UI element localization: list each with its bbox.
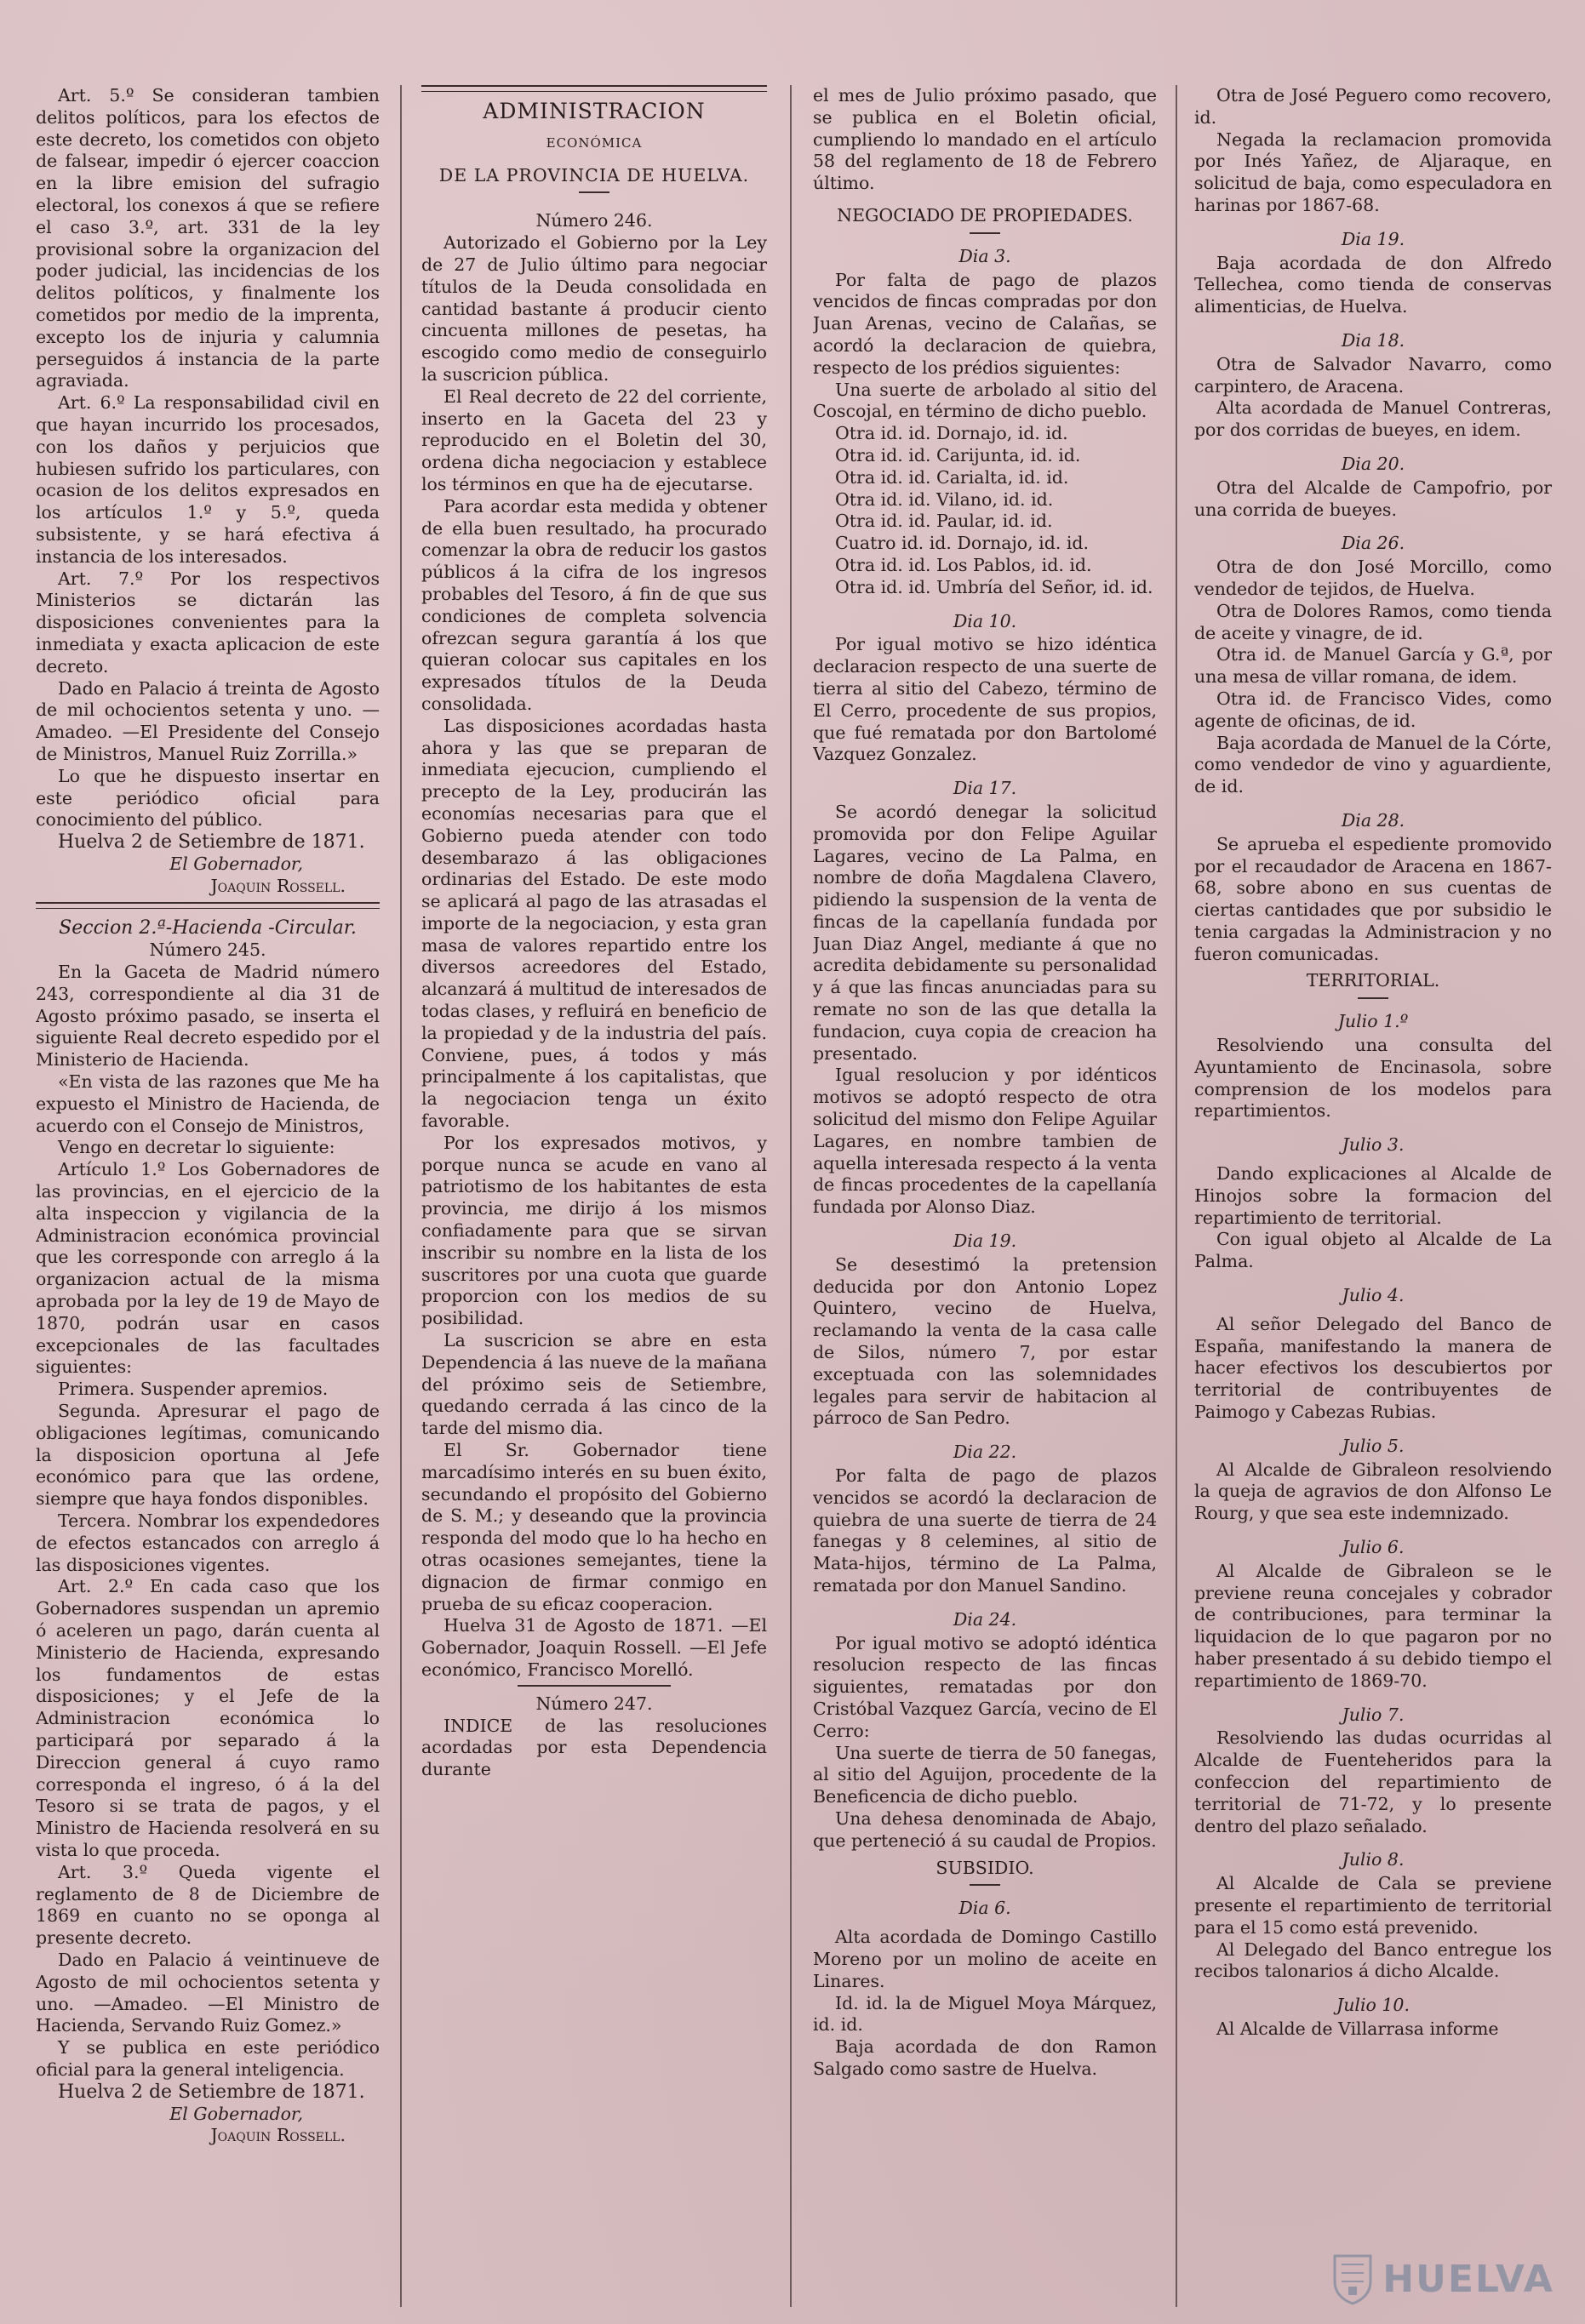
subsidio-heading: SUBSIDIO. bbox=[936, 1857, 1034, 1878]
para-4: Las disposiciones acordadas hasta ahora y las que se preparan de inmediata ejecucion, cumpliendo el precepto de la Ley, producirán las economías necesarias para que el Gobierno pueda atender con todo desembarazo á las obligaciones ordinarias del Estado. De este modo se aplicará al pago de las atrasadas el importe de la negociacion, y esta gran masa de valores repartido entre los diversos acreedores del Estado, alcanzará á multitud de interesados de todas clases, y refluirá en beneficio de la propiedad y de la industria del país. Conviene, pues, á todos y más principalmente á los capitalistas, que la negociacion tenga un éxito favorable. bbox=[421, 715, 767, 1132]
governor-name-2: Joaquin Rossell. bbox=[210, 2125, 346, 2146]
watermark-text: HUELVA bbox=[1382, 2257, 1554, 2301]
julio-6: Julio 6. bbox=[1342, 1537, 1405, 1558]
entry: Resolviendo las dudas ocurridas al Alcalde de Fuenteheridos para la confeccion del repartimiento de territorial de 71-72, y lo presente dentro del plazo señalado. bbox=[1194, 1727, 1552, 1836]
section-title-administracion: ADMINISTRACION bbox=[483, 99, 706, 123]
dia-24: Dia 24. bbox=[953, 1608, 1017, 1630]
column-divider bbox=[790, 85, 792, 2307]
list-item: Otra id. id. Carijunta, id. id. bbox=[835, 444, 1081, 465]
governor-name-1: Joaquin Rossell. bbox=[210, 875, 346, 896]
list-item: Otra id. id. Carialta, id. id. bbox=[835, 466, 1069, 488]
article-2: Art. 2.º En cada caso que los Gobernadores suspendan un apremio ó aceleren un pago, darán cuenta al Ministerio de Hacienda, expresando los fundamentos de estas disposiciones; y el Jefe de la Administracion económica lo participará por separado á la Direccion general á cuyo ramo corresponda el ingreso, ó á la del Tesoro si se trata de pagos, y el Ministro de Hacienda resolverá en su vista lo que proceda. bbox=[36, 1576, 380, 1860]
article-7: Art. 7.º Por los respectivos Ministerios se dictarán las disposiciones convenientes para la inmediata y exacta aplicacion de este decreto. bbox=[36, 568, 380, 677]
dia-10-text: Por igual motivo se hizo idéntica declaracion respecto de una suerte de tierra al sitio del Cabezo, término de El Cerro, procedente de sus propios, que fué rematada por don Bartolomé Vazquez Gonzalez. bbox=[813, 634, 1157, 765]
column-3 bbox=[813, 85, 1157, 2307]
column-divider bbox=[1176, 85, 1177, 2307]
section-divider bbox=[36, 902, 380, 909]
column-1 bbox=[36, 85, 380, 2307]
list-item: Cuatro id. id. Dornajo, id. id. bbox=[835, 533, 1090, 554]
julio-10: Julio 10. bbox=[1336, 1995, 1410, 2016]
dia-26: Dia 26. bbox=[1341, 533, 1405, 554]
decree-vengo: Vengo en decretar lo siguiente: bbox=[58, 1137, 335, 1158]
dia-18: Dia 18. bbox=[1341, 329, 1405, 351]
entry: Otra del Alcalde de Campofrio, por una corrida de bueyes. bbox=[1194, 477, 1552, 520]
item-tercera: Tercera. Nombrar los expendedores de efectos estancados con arreglo á las disposiciones vigentes. bbox=[36, 1510, 380, 1575]
julio-7: Julio 7. bbox=[1342, 1704, 1405, 1725]
insert-notice: Lo que he dispuesto insertar en este periódico oficial para conocimiento del público. bbox=[36, 765, 380, 831]
list-item: Una suerte de tierra de 50 fanegas, al sitio del Aguijon, procedente de la Beneficencia de dicho pueblo. bbox=[813, 1742, 1157, 1807]
dia-6-text-1: Alta acordada de Domingo Castillo Moreno por un molino de aceite en Linares. bbox=[813, 1927, 1157, 1991]
column-4 bbox=[1194, 85, 1552, 2307]
divider bbox=[970, 232, 1000, 234]
entry: Otra de don José Morcillo, como vendedor de tejidos, de Huelva. bbox=[1194, 557, 1552, 599]
para-5: Por los expresados motivos, y porque nunca se acude en vano al patriotismo de los habitantes de esta provincia, me dirijo á los mismos confiadamente para que se sirvan inscribir su nombre en la lista de los suscritores por una cuota que guarde proporcion con los medios de su posibilidad. bbox=[421, 1132, 767, 1329]
entry: Otra de José Peguero como recovero, id. bbox=[1194, 85, 1552, 128]
para-1: Autorizado el Gobierno por la Ley de 27 de Julio último para negociar títulos de la Deuda consolidada en cantidad bastante á producir ciento cincuenta millones de pesetas, ha escogido como medio de conseguirlo la suscricion pública. bbox=[421, 232, 767, 385]
number-246: Número 246. bbox=[535, 210, 653, 231]
dia-19-text: Se desestimó la pretension deducida por don Antonio Lopez Quintero, vecino de Huelva, reclamando la venta de la casa calle de Silos, número 7, por estar exceptuada con las solemnidades legales para servir de habitacion al párroco de San Pedro. bbox=[813, 1253, 1157, 1429]
dia-17-text-1: Se acordó denegar la solicitud promovida por don Felipe Aguilar Lagares, vecino de La Palma, en nombre de doña Magdalena Clavero, pidiendo la suspension de la venta de fincas de la capellanía fundada por Juan Diaz Angel, mediante á que no acredita debidamente su personalidad y á que las fincas anunciadas para su remate no son de las que detalla la fundacion, cuya copia de creacion ha presentado. bbox=[813, 801, 1157, 1064]
publish-notice: Y se publica en este periódico oficial para la general inteligencia. bbox=[36, 2037, 380, 2080]
index-intro: INDICE de las resoluciones acordadas por esta Dependencia durante bbox=[421, 1715, 767, 1780]
list-item: Otra id. id. Paular, id. id. bbox=[835, 511, 1053, 532]
dia-19: Dia 19. bbox=[1341, 228, 1405, 249]
dia-28: Dia 28. bbox=[1341, 809, 1405, 831]
dia-17-text-2: Igual resolucion y por idénticos motivos se adoptó respecto de otra solicitud del mismo don Felipe Aguilar Lagares, en nombre tambien de aquella interesada respecto á la venta de fincas procedentes de la capellanía fundada por Alonso Diaz. bbox=[813, 1065, 1157, 1218]
dia-19: Dia 19. bbox=[953, 1231, 1017, 1252]
signature-date-1: Huelva 2 de Setiembre de 1871. bbox=[58, 831, 365, 854]
list-item: Una dehesa denominada de Abajo, que perteneció á su caudal de Propios. bbox=[813, 1807, 1157, 1851]
dia-24-text: Por igual motivo se adoptó idéntica resolucion respecto de las fincas siguientes, rematadas por don Cristóbal Vazquez García, vecino de El Cerro: bbox=[813, 1632, 1157, 1741]
list-item: Una suerte de arbolado al sitio del Coscojal, en término de dicho pueblo. bbox=[813, 379, 1157, 422]
para-7: El Sr. Gobernador tiene marcadísimo interés en su buen éxito, secundando el propósito del Gobierno de S. M.; y deseando que la provincia responda del modo que lo ha hecho en otras ocasiones semejantes, tiene la dignacion de firmar conmigo en prueba de su eficaz cooperacion. bbox=[421, 1440, 767, 1614]
entry: Al Alcalde de Gibraleon resolviendo la queja de agravios de don Alfonso Le Rourg, y que sea este indemnizado. bbox=[1194, 1459, 1552, 1524]
dia-3-text: Por falta de pago de plazos vencidos de fincas compradas por don Juan Arenas, vecino de Calañas, se acordó la declaracion de quiebra, respecto de los prédios siguientes: bbox=[813, 269, 1157, 378]
index-continuation: el mes de Julio próximo pasado, que se publica en el Boletin oficial, cumpliendo lo mandado en el artículo 58 del reglamento de 18 de Febrero último. bbox=[813, 85, 1157, 194]
para-3: Para acordar esta medida y obtener de ella buen resultado, ha procurado comenzar la obra de reducir los gastos públicos á la cifra de los ingresos probables del Tesoro, á fin de que sus condiciones de completa solvencia ofrezcan segura garantía á los que quieran colocar sus capitales en los expresados títulos de la Deuda consolidada. bbox=[421, 495, 767, 714]
dia-10: Dia 10. bbox=[953, 610, 1017, 631]
decree-date-2: Dado en Palacio á veintinueve de Agosto de mil ochocientos setenta y uno. —Amadeo. —El Ministro de Hacienda, Servando Ruiz Gomez.» bbox=[36, 1949, 380, 2036]
article-6: Art. 6.º La responsabilidad civil en que hayan incurrido los procesados, con los daños y perjuicios que hubiesen sufrido los particulares, con ocasion de los delitos expresados en los artículos 1.º y 5.º, queda subsistente, y se hará efectiva á instancia de los interesados. bbox=[36, 392, 380, 567]
intro-245: En la Gaceta de Madrid número 243, correspondiente al dia 31 de Agosto próximo pasado, se inserta el siguiente Real decreto espedido por el Ministerio de Hacienda. bbox=[36, 962, 380, 1071]
column-2 bbox=[421, 85, 767, 2307]
entry: Baja acordada de don Alfredo Tellechea, como tienda de conservas alimenticias, de Huelva. bbox=[1194, 252, 1552, 317]
signature-date-2: Huelva 2 de Setiembre de 1871. bbox=[58, 2081, 365, 2103]
para-2: El Real decreto de 22 del corriente, inserto en la Gaceta del 23 y reproducido en el Boletin del 30, ordena dicha negociacion y establece los términos en que ha de ejecutarse. bbox=[421, 385, 767, 494]
entry: Otra id. de Manuel García y G.ª, por una mesa de villar romana, de idem. bbox=[1194, 644, 1552, 688]
list-item: Otra id. id. Vilano, id. id. bbox=[835, 488, 1054, 510]
para-6: La suscricion se abre en esta Dependencia á las nueve de la mañana del próximo seis de Setiembre, quedando cerrada á las cinco de la tarde del mismo dia. bbox=[421, 1330, 767, 1439]
decree-date-1: Dado en Palacio á treinta de Agosto de mil ochocientos setenta y uno. —Amadeo. —El Presidente del Consejo de Ministros, Manuel Ruiz Zorrilla.» bbox=[36, 677, 380, 764]
divider bbox=[579, 191, 609, 193]
article-5: Art. 5.º Se consideran tambien delitos políticos, para los efectos de este decreto, los cometidos con objeto de falsear, impedir ó ejercer coaccion en la libre emision del sufragio electoral, los conexos á que se refiere el caso 3.º, art. 331 de la ley provisional sobre la organizacion del poder judicial, las incidencias de los delitos políticos, y finalmente los cometidos por medio de la imprenta, excepto los de injuria y calumnia perseguidos á instancia de la parte agraviada. bbox=[36, 85, 380, 391]
entry: Se aprueba el espediente promovido por el recaudador de Aracena en 1867-68, sobre abono en sus cuentas de ciertas cantidades que por subsidio le tenia cargadas la Administracion y no fueron comunicadas. bbox=[1194, 833, 1552, 964]
julio-5: Julio 5. bbox=[1342, 1435, 1405, 1456]
header-rule bbox=[421, 85, 767, 92]
entry: Otra de Salvador Navarro, como carpintero, de Aracena. bbox=[1194, 353, 1552, 397]
list-item: Otra id. id. Los Pablos, id. id. bbox=[835, 554, 1092, 575]
governor-title-2: El Gobernador, bbox=[169, 2103, 303, 2124]
entry: Otra de Dolores Ramos, como tienda de aceite y vinagre, de id. bbox=[1194, 600, 1552, 643]
entry: Al Alcalde de Cala se previene presente el repartimiento de territorial para el 15 como está prevenido. bbox=[1194, 1873, 1552, 1938]
item-primera: Primera. Suspender apremios. bbox=[58, 1379, 329, 1400]
list-item: Otra id. id. Umbría del Señor, id. id. bbox=[835, 576, 1153, 597]
entry: Dando explicaciones al Alcalde de Hinojos sobre la formacion del repartimiento de territorial. bbox=[1194, 1163, 1552, 1228]
section-title-provincia: DE LA PROVINCIA DE HUELVA. bbox=[438, 164, 750, 186]
julio-3: Julio 3. bbox=[1342, 1134, 1405, 1156]
entry: Al Alcalde de Villarrasa informe bbox=[1216, 2018, 1499, 2039]
dia-22-text: Por falta de pago de plazos vencidos se acordó la declaracion de quiebra de una suerte de tierra de 24 fanegas y 8 celemines, al sitio de Mata-hijos, término de La Palma, rematada por don Manuel Sandino. bbox=[813, 1465, 1157, 1596]
dia-6-text-2: Id. id. la de Miguel Moya Márquez, id. id. bbox=[813, 1992, 1157, 2036]
huelva-watermark-logo bbox=[1331, 2253, 1554, 2305]
dia-20: Dia 20. bbox=[1341, 453, 1405, 474]
article-3: Art. 3.º Queda vigente el reglamento de 8 de Diciembre de 1869 en cuanto no se oponga al presente decreto. bbox=[36, 1861, 380, 1949]
number-247: Número 247. bbox=[535, 1693, 653, 1714]
list-item: Otra id. id. Dornajo, id. id. bbox=[835, 423, 1068, 444]
entry: Al Alcalde de Gibraleon se le previene reuna concejales y cobrador de contribuciones, para terminar la liquidacion de lo que pagaron por no haber presentado á su debido tiempo el repartimiento de 1869-70. bbox=[1194, 1560, 1552, 1691]
entry: Baja acordada de Manuel de la Córte, como vendedor de vino y aguardiente, de id. bbox=[1194, 732, 1552, 797]
dia-22: Dia 22. bbox=[953, 1442, 1017, 1463]
entry: Al señor Delegado del Banco de España, manifestando la manera de hacer efectivos los descubiertos por territorial de contribuyentes de Paimogo y Cabezas Rubias. bbox=[1194, 1313, 1552, 1423]
governor-title-1: El Gobernador, bbox=[169, 853, 303, 874]
negociado-heading: NEGOCIADO DE PROPIEDADES. bbox=[837, 204, 1133, 226]
column-divider bbox=[400, 85, 402, 2307]
julio-8: Julio 8. bbox=[1342, 1849, 1405, 1870]
entry: Alta acordada de Manuel Contreras, por dos corridas de bueyes, en idem. bbox=[1194, 397, 1552, 441]
divider bbox=[518, 1685, 671, 1687]
territorial-heading: TERRITORIAL. bbox=[1306, 970, 1440, 991]
dia-3: Dia 3. bbox=[958, 245, 1011, 266]
entry: Resolviendo una consulta del Ayuntamiento de Encinasola, sobre comprension de los modelos para repartimientos. bbox=[1194, 1035, 1552, 1122]
entry: Con igual objeto al Alcalde de La Palma. bbox=[1194, 1229, 1552, 1272]
item-segunda: Segunda. Apresurar el pago de obligaciones legítimas, comunicando la disposicion oportuna al Jefe económico para que las ordene, siempre que haya fondos disponibles. bbox=[36, 1401, 380, 1510]
dia-17: Dia 17. bbox=[953, 778, 1017, 799]
section-title-economica: ECONÓMICA bbox=[546, 134, 643, 151]
entry: Negada la reclamacion promovida por Inés Yañez, de Aljaraque, en solicitud de baja, como especuladora en harinas por 1867-68. bbox=[1194, 128, 1552, 215]
entry: Al Delegado del Banco entregue los recibos talonarios á dicho Alcalde. bbox=[1194, 1939, 1552, 1982]
julio-1: Julio 1.º bbox=[1337, 1011, 1409, 1032]
section-heading: Seccion 2.ª-Hacienda -Circular. bbox=[59, 917, 357, 939]
divider bbox=[1358, 997, 1388, 999]
article-1: Artículo 1.º Los Gobernadores de las provincias, en el ejercicio de la alta inspeccion y vigilancia de la Administracion económica provincial que les corresponde con arreglo á la organizacion actual de la misma aprobada por la ley de 19 de Mayo de 1870, podrán usar en casos excepcionales de las facultades siguientes: bbox=[36, 1159, 380, 1378]
julio-4: Julio 4. bbox=[1342, 1285, 1405, 1306]
entry: Otra id. de Francisco Vides, como agente de oficinas, de id. bbox=[1194, 688, 1552, 731]
coat-of-arms-icon bbox=[1331, 2253, 1374, 2305]
para-8-signature: Huelva 31 de Agosto de 1871. —El Gobernador, Joaquin Rossell. —El Jefe económico, Francisco Morelló. bbox=[421, 1615, 767, 1680]
dia-6-text-3: Baja acordada de don Ramon Salgado como sastre de Huelva. bbox=[813, 2036, 1157, 2079]
decree-preamble: «En vista de las razones que Me ha expuesto el Ministro de Hacienda, de acuerdo con el Consejo de Ministros, bbox=[36, 1071, 380, 1136]
dia-6: Dia 6. bbox=[958, 1898, 1011, 1919]
number-245: Número 245. bbox=[149, 939, 266, 961]
divider bbox=[970, 1884, 1000, 1886]
